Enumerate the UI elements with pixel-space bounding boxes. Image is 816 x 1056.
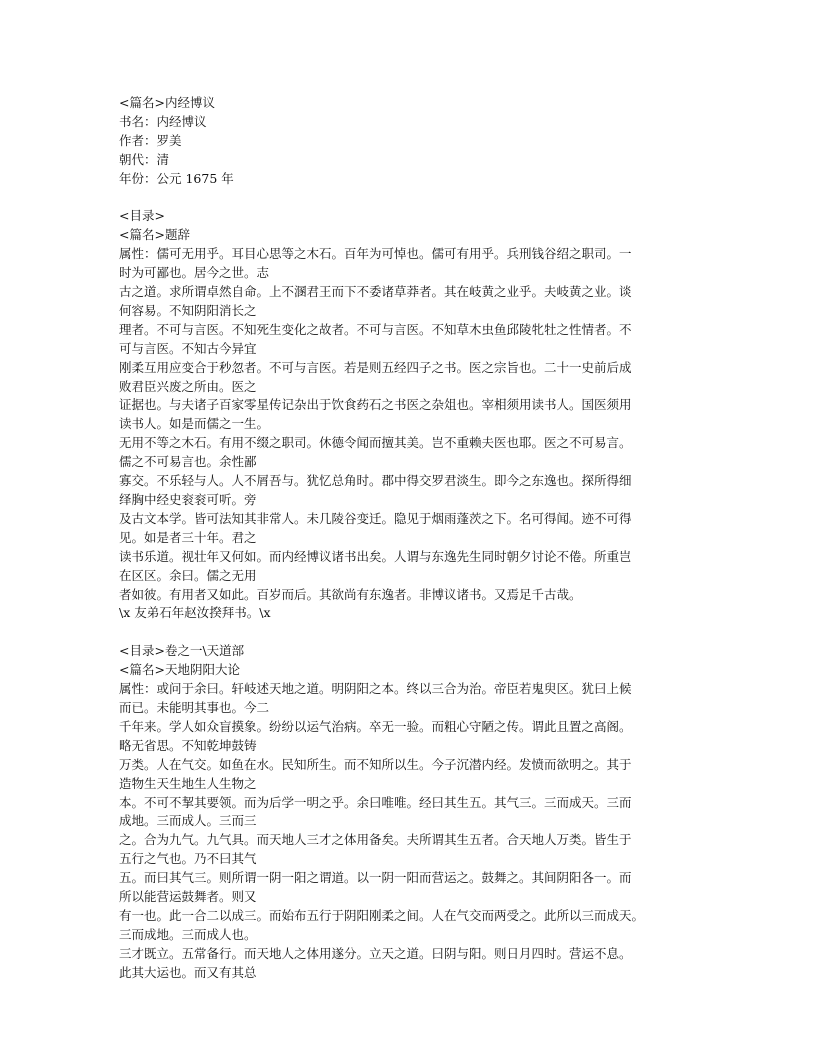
header-line: 朝代：清 [119,151,170,167]
text-line: 三才既立。五常备行。而天地人之体用遂分。立天之道。曰阴与阳。则日月四时。营运不息。 [119,945,632,961]
blank-line [119,189,701,208]
text-line: 三而成地。三而成人也。 [119,926,257,942]
header-line: 年份：公元 1675 年 [119,170,234,186]
text-line: 时为可鄙也。居今之世。志 [119,265,270,281]
text-line: 属性：或问于余曰。轩岐述天地之道。明阴阳之本。终以三合为治。帝臣若鬼臾区。犹曰上候 [119,681,632,697]
text-line: 儒之不可易言也。余性鄙 [119,454,257,470]
text-line: 五行之气也。乃不曰其气 [119,851,257,867]
text-line: 读书人。如是而儒之一生。 [119,416,270,432]
text-line: 有一也。此一合二以成三。而始布五行于阴阳刚柔之间。人在气交而两受之。此所以三而成天。 [119,907,645,923]
text-line: 千年来。学人如众盲摸象。纷纷以运气治病。卒无一验。而粗心守陋之传。谓此且置之高阁。 [119,718,632,734]
text-line: 败君臣兴废之所由。医之 [119,378,257,394]
header-line: 作者：罗美 [119,132,182,148]
text-line: 理者。不可与言医。不知死生变化之故者。不可与言医。不知草木虫鱼邱陵牝牡之性情者。不 [119,321,632,337]
text-line: 此其大运也。而又有其总 [119,964,257,980]
chapter-section [119,642,701,982]
text-line: 刚柔互用应变合于秒忽者。不可与言医。若是则五经四子之书。医之宗旨也。二十一史前后成 [119,359,632,375]
text-line: <篇名>题辞 [119,227,190,243]
text-line: 无用不等之木石。有用不缀之职司。休德令闻而擅其美。岂不重赖夫医也耶。医之不可易言。 [119,435,632,451]
book-info [119,94,701,189]
text-line: 造物生天生地生人生物之 [119,775,257,791]
text-line: 在区区。余曰。儒之无用 [119,567,257,583]
preface-section [119,207,701,623]
text-line: 见。如是者三十年。君之 [119,529,257,545]
text-line: 属性：儒可无用乎。耳目心思等之木石。百年为可悼也。儒可有用乎。兵刑钱谷绍之职司。一 [119,246,632,262]
document-page [119,94,701,983]
text-line: 之。合为九气。九气具。而天地人三才之体用备矣。夫所谓其生五者。合天地人万类。皆生于 [119,832,632,848]
text-line: 略无省思。不知乾坤鼓铸 [119,737,257,753]
text-line: 五。而曰其气三。则所谓一阴一阳之谓道。以一阴一阳而营运之。鼓舞之。其间阴阳各一。而 [119,870,632,886]
text-line: 读书乐道。视壮年又何如。而内经博议诸书出矣。人谓与东逸先生同时朝夕讨论不倦。所重岂 [119,548,632,564]
blank-line [119,623,701,642]
text-line: <篇名>天地阴阳大论 [119,662,240,678]
text-line: 所以能营运鼓舞者。则又 [119,889,257,905]
header-line: 书名：内经博议 [119,113,207,129]
text-line: 绎胸中经史衮衮可听。旁 [119,492,257,508]
text-line: 可与言医。不知古今异宜 [119,340,257,356]
text-line: 古之道。求所谓卓然自命。上不溷君王而下不委诸草莽者。其在岐黄之业乎。夫岐黄之业。谈 [119,284,632,300]
text-line: 寡交。不乐轻与人。人不屑吾与。犹忆总角时。郡中得交罗君淡生。即今之东逸也。探所得细 [119,473,632,489]
header-line: <篇名>内经博议 [119,95,215,110]
text-line: 而已。未能明其事也。今二 [119,699,270,715]
text-line: 及古文本学。皆可法知其非常人。未几陵谷变迁。隐见于烟雨蓬茨之下。名可得闻。迹不可得 [119,510,632,526]
text-line: 何容易。不知阴阳消长之 [119,302,257,318]
text-line: 成地。三而成人。三而三 [119,813,257,829]
text-line: 者如彼。有用者又如此。百岁而后。其欲尚有东逸者。非博议诸书。又焉足千古哉。 [119,586,582,602]
text-line: 证据也。与夫诸子百家零星传记杂出于饮食药石之书医之杂俎也。宰相须用读书人。国医须用 [119,397,632,413]
text-line: \x 友弟石年赵汝揆拜书。\x [119,605,271,621]
text-line: 万类。人在气交。如鱼在水。民知所生。而不知所以生。今子沉潜内经。发愤而欲明之。其于 [119,756,632,772]
text-line: 本。不可不挈其要领。而为后学一明之乎。余曰唯唯。经曰其生五。其气三。三而成天。三而 [119,794,632,810]
text-line: <目录> [119,208,165,224]
text-line: <目录>卷之一\天道部 [119,643,245,659]
